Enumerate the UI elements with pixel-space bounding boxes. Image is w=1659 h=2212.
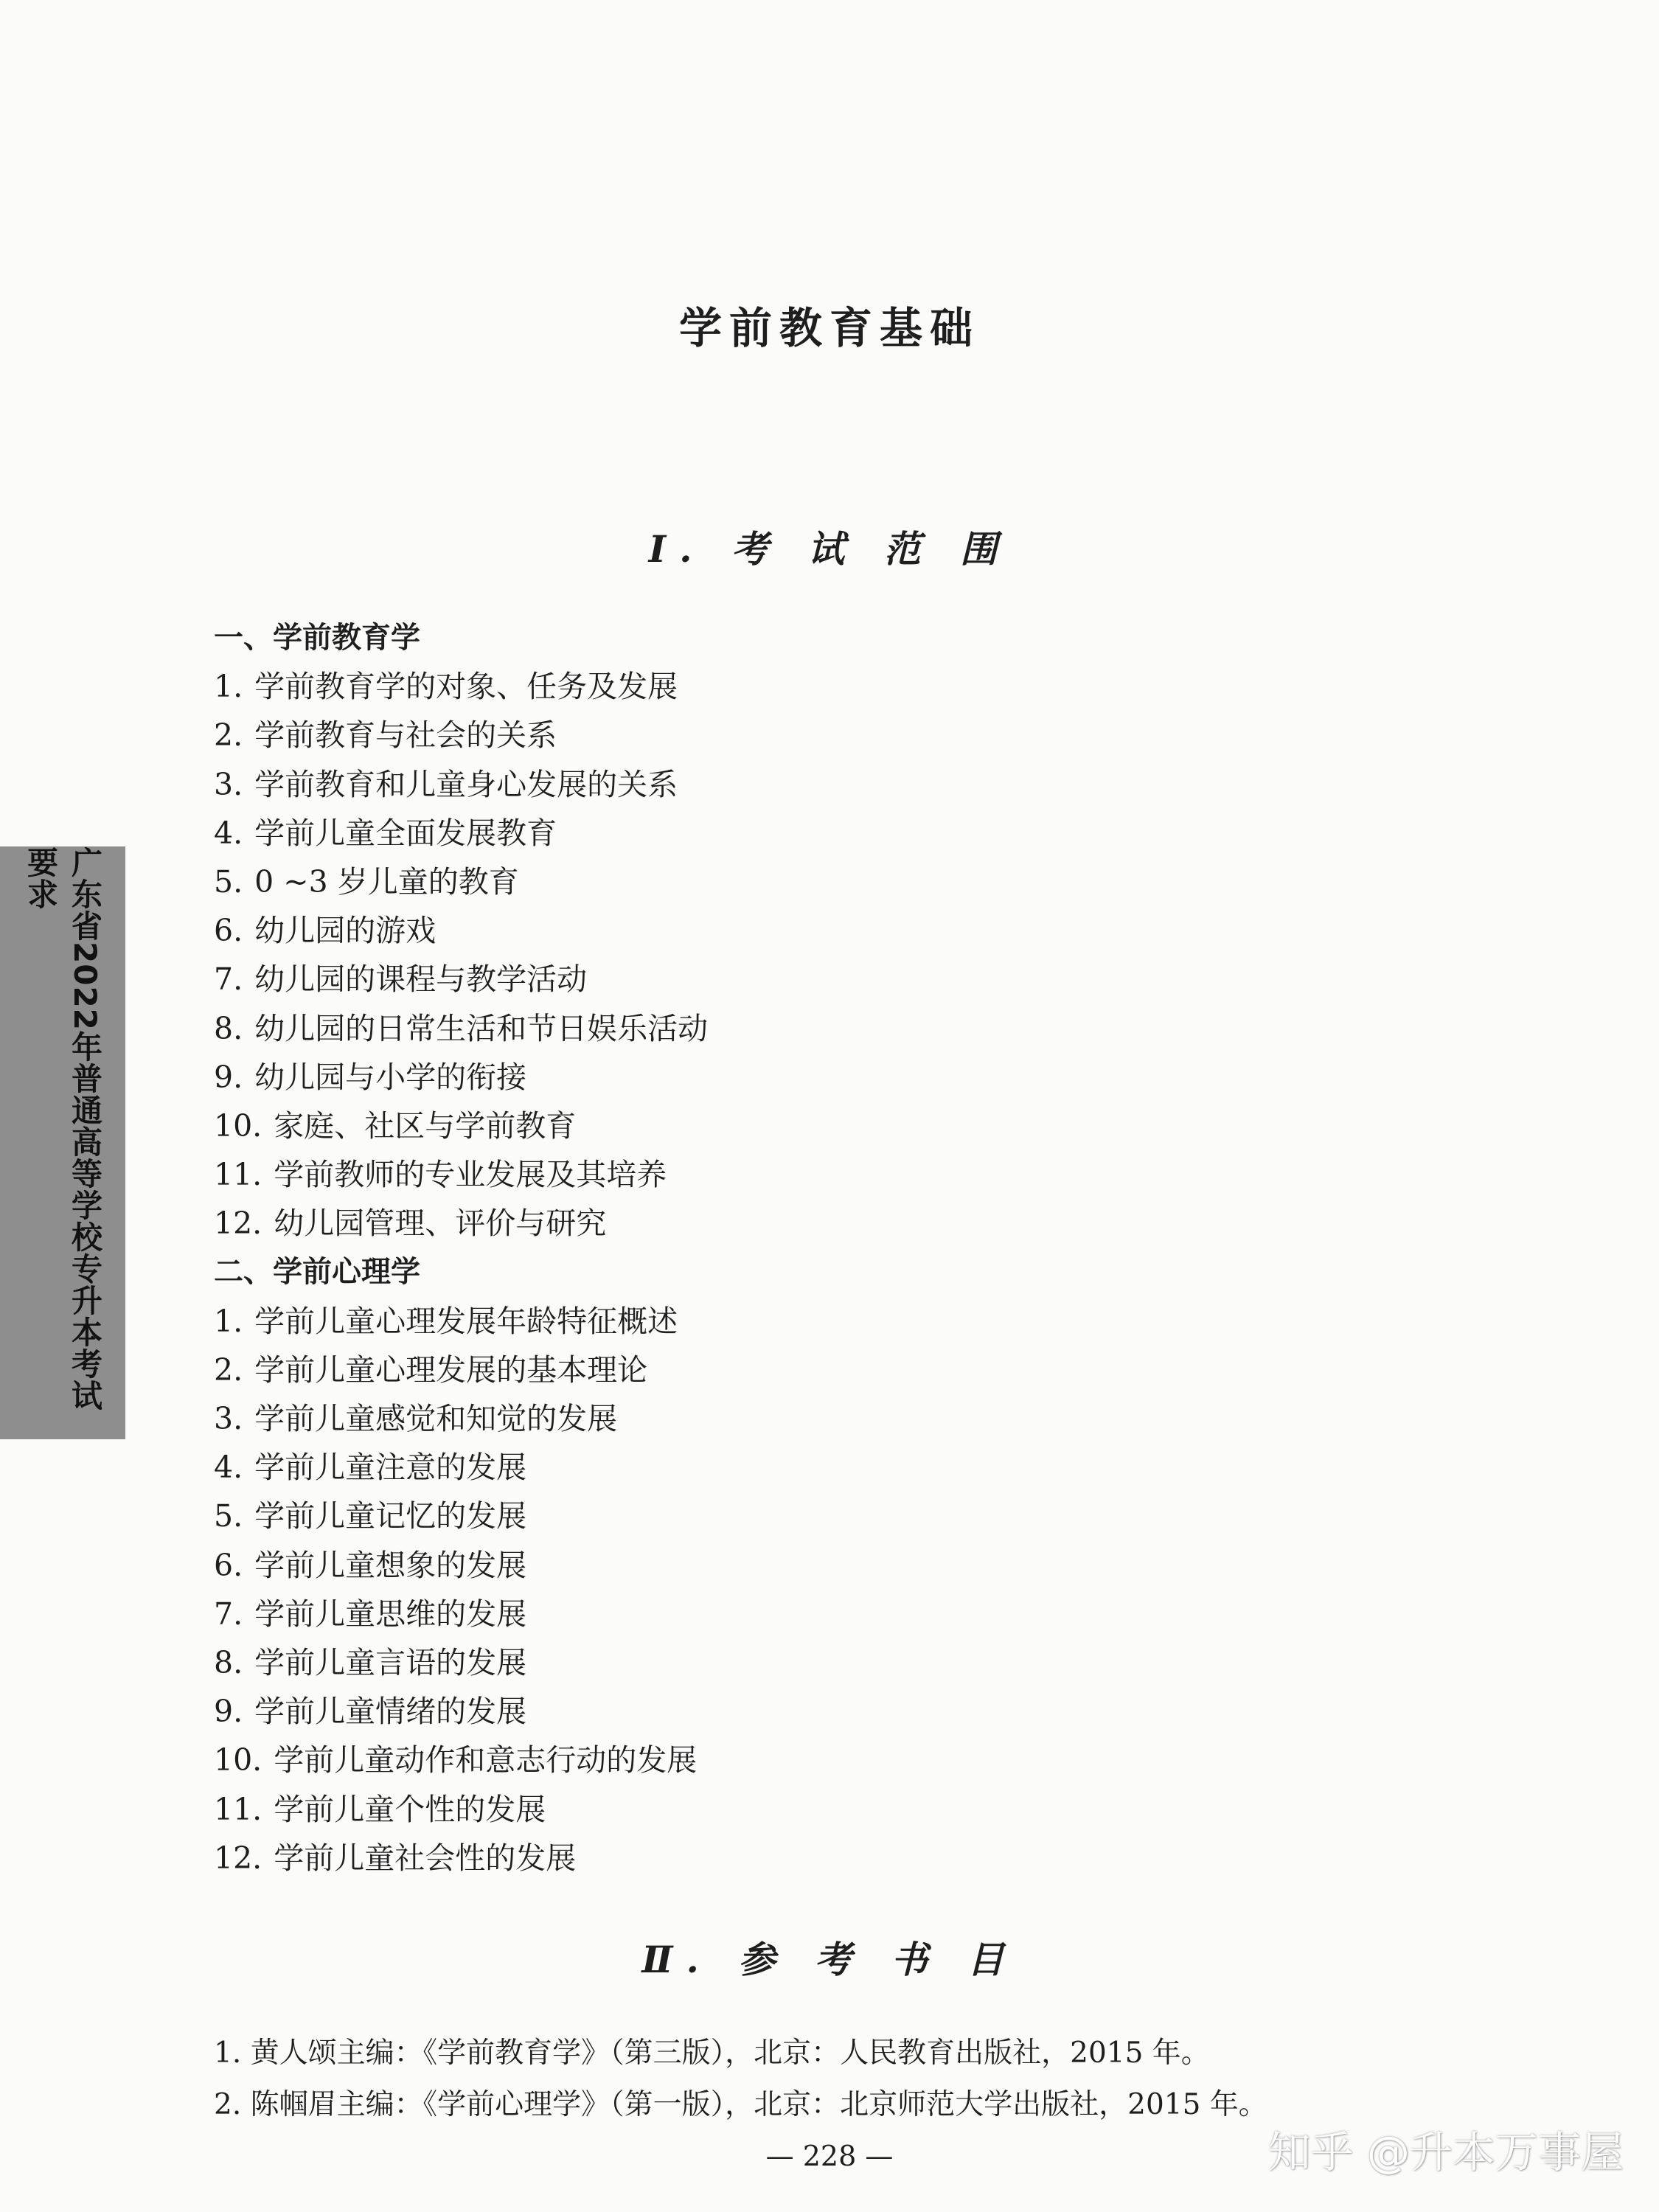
scope-list	[214, 613, 1467, 1882]
reference-text: 陈帼眉主编：《学前心理学》（第一版），北京：北京师范大学出版社，2015 年。	[250, 2088, 1267, 2121]
list-item	[214, 1834, 1467, 1882]
item-number: 1.	[214, 669, 243, 705]
item-text: 幼儿园管理、评价与研究	[274, 1206, 607, 1242]
side-tab	[0, 846, 125, 1439]
item-number: 12.	[214, 1206, 262, 1242]
item-text: 幼儿园的课程与教学活动	[254, 961, 588, 998]
section-heading-scope: Ⅰ. 考 试 范 围	[648, 527, 1011, 571]
list-item	[214, 1443, 1467, 1492]
item-number: 12.	[214, 1840, 262, 1876]
item-text: 学前儿童注意的发展	[254, 1450, 527, 1486]
item-number: 2.	[214, 1352, 243, 1388]
item-text: 学前儿童言语的发展	[254, 1644, 527, 1680]
item-text: 学前教育与社会的关系	[254, 717, 557, 754]
list-item	[214, 809, 1467, 858]
list-item	[214, 1687, 1467, 1736]
item-text: 幼儿园与小学的衔接	[254, 1059, 527, 1095]
item-text: 学前教师的专业发展及其培养	[274, 1157, 667, 1193]
list-item	[214, 760, 1467, 809]
list-item	[214, 1053, 1467, 1102]
reference-number: 2.	[214, 2088, 242, 2121]
item-text: 学前儿童心理发展年龄特征概述	[254, 1303, 678, 1339]
item-number: 10.	[214, 1742, 262, 1778]
list-item	[214, 858, 1467, 906]
item-number: 4.	[214, 815, 243, 851]
item-number: 11.	[214, 1791, 262, 1827]
reference-text: 黄人颂主编：《学前教育学》（第三版），北京：人民教育出版社，2015 年。	[250, 2037, 1210, 2070]
item-number: 2.	[214, 717, 243, 754]
item-number: 3.	[214, 1401, 243, 1436]
item-text: 学前儿童动作和意志行动的发展	[274, 1742, 698, 1778]
item-text: 学前教育学的对象、任务及发展	[254, 669, 678, 705]
item-number: 1.	[214, 1303, 243, 1339]
list-item	[214, 1150, 1467, 1199]
reference-number: 1.	[214, 2037, 242, 2070]
watermark: 知乎 @升本万事屋	[1267, 2127, 1624, 2177]
item-text: 学前儿童全面发展教育	[254, 815, 557, 851]
list-item	[214, 1004, 1467, 1053]
item-text: 学前教育和儿童身心发展的关系	[254, 766, 678, 802]
list-item	[214, 1394, 1467, 1443]
item-number: 5.	[214, 1498, 243, 1534]
item-number: 9.	[214, 1694, 243, 1730]
item-text: 学前儿童社会性的发展	[274, 1840, 577, 1876]
item-text: 0 ~3 岁儿童的教育	[254, 863, 519, 900]
item-number: 7.	[214, 1596, 243, 1632]
group-heading-preschool-psychology: 二、学前心理学	[214, 1255, 420, 1290]
list-item	[214, 1638, 1467, 1687]
list-item	[214, 1541, 1467, 1590]
item-number: 7.	[214, 961, 243, 998]
item-text: 学前儿童感觉和知觉的发展	[254, 1401, 618, 1436]
list-item	[214, 1199, 1467, 1248]
group-heading-preschool-education: 一、学前教育学	[214, 621, 420, 655]
item-text: 家庭、社区与学前教育	[274, 1107, 577, 1144]
list-item	[214, 955, 1467, 1004]
main-title: 学前教育基础	[678, 303, 980, 353]
item-number: 6.	[214, 913, 243, 949]
item-number: 9.	[214, 1059, 243, 1095]
item-number: 4.	[214, 1450, 243, 1486]
item-text: 幼儿园的日常生活和节日娱乐活动	[254, 1010, 709, 1046]
item-text: 幼儿园的游戏	[254, 913, 437, 949]
list-item	[214, 1736, 1467, 1784]
item-text: 学前儿童情绪的发展	[254, 1694, 527, 1730]
item-number: 3.	[214, 766, 243, 802]
item-number: 8.	[214, 1644, 243, 1680]
item-number: 5.	[214, 863, 243, 900]
item-text: 学前儿童心理发展的基本理论	[254, 1352, 648, 1388]
item-number: 10.	[214, 1107, 262, 1144]
item-number: 8.	[214, 1010, 243, 1046]
list-item	[214, 1785, 1467, 1834]
list-item	[214, 1590, 1467, 1638]
reference-item	[214, 2028, 1467, 2079]
reference-list	[214, 2028, 1467, 2131]
list-item	[214, 1492, 1467, 1540]
item-text: 学前儿童想象的发展	[254, 1547, 527, 1583]
list-item	[214, 1102, 1467, 1150]
side-tab-label: 广东省2022年普通高等学校专升本考试要求	[23, 846, 103, 1411]
list-item	[214, 906, 1467, 955]
section-heading-references: Ⅱ. 参 考 书 目	[641, 1938, 1018, 1981]
list-item	[214, 711, 1467, 759]
list-item	[214, 662, 1467, 711]
page-number: — 228 —	[765, 2140, 894, 2172]
item-number: 6.	[214, 1547, 243, 1583]
item-text: 学前儿童思维的发展	[254, 1596, 527, 1632]
item-text: 学前儿童个性的发展	[274, 1791, 546, 1827]
list-item	[214, 1297, 1467, 1346]
item-text: 学前儿童记忆的发展	[254, 1498, 527, 1534]
item-number: 11.	[214, 1157, 262, 1193]
list-item	[214, 1346, 1467, 1394]
